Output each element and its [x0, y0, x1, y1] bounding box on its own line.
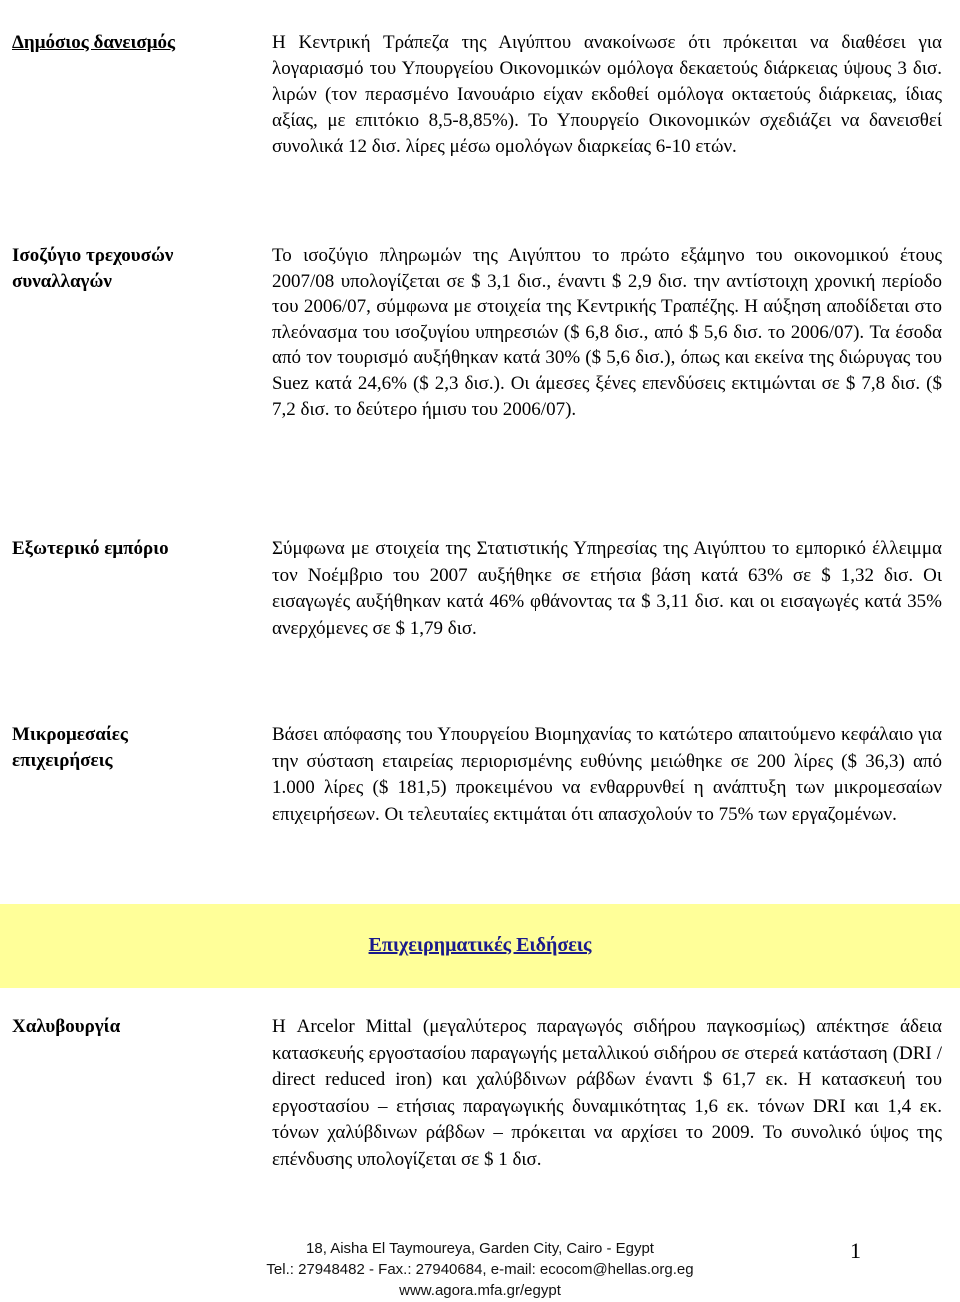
section-label: Εξωτερικό εμπόριο — [12, 538, 169, 559]
footer-website: www.agora.mfa.gr/egypt — [399, 1282, 561, 1299]
section-text: Το ισοζύγιο πληρωμών της Αιγύπτου το πρώτο εξάμηνο του οικονομικού έτους 2007/08 υπολογίζεται σε $ 3,1 δισ., έναντι $ 2,9 δισ. την αντίστοιχη χρονική περίοδο του 2006/07, σύμφωνα με στοιχεία της Κεντρικής Τραπέζης. Η αύξηση αποδίδεται στο πλεόνασμα του ισοζυγίου υπηρεσιών ($ 6,8 δισ., από $ 5,6 δισ. το 2006/07). Τα έσοδα από τον τουρισμό αυξήθηκαν κατά 30% ($ 5,6 δισ.), όπως και εκείνα της διώρυγας του Suez κατά 24,6% ($ 2,3 δισ.). Οι άμεσες ξένες επενδύσεις εκτιμώνται σε $ 7,8 δισ. ($ 7,2 δισ. το δεύτερο ήμισυ του 2006/07). — [272, 245, 942, 420]
business-news-banner — [0, 904, 960, 988]
section-text: Σύμφωνα με στοιχεία της Στατιστικής Υπηρεσίας της Αιγύπτου το εμπορικό έλλειμμα τον Νοέμβριο του 2007 αυξήθηκε σε ετήσια βάση κατά 63% σε $ 1,32 δισ. Οι εισαγωγές αυξήθηκαν κατά 46% φθάνοντας τα $ 3,11 δισ. και οι εισαγωγές κατά 35% ανερχόμενες σε $ 1,79 δισ. — [272, 538, 942, 639]
footer-address: 18, Aisha El Taymoureya, Garden City, Cairo - Egypt — [306, 1240, 654, 1257]
section-text: Η Arcelor Mittal (μεγαλύτερος παραγωγός σιδήρου παγκοσμίως) απέκτησε άδεια κατασκευής εργοστασίου παραγωγής μεταλλικού σιδήρου σε στερεά κατάσταση (DRI / direct reduced iron) και χαλύβδινων ράβδων έναντι $ 61,7 εκ. Η κατασκευή του εργοστασίου – ετήσιας παραγωγικής δυναμικότητας 1,6 εκ. τόνων DRI και 1,4 εκ. τόνων χαλύβδινων ράβδων – πρόκειται να αρχίσει το 2009. Το συνολικό ύψος της επένδυσης υπολογίζεται σε $ 1 δισ. — [272, 1016, 942, 1170]
section-label: Μικρομεσαίες επιχειρήσεις — [12, 724, 128, 771]
banner-title: Επιχειρηματικές Ειδήσεις — [368, 934, 592, 956]
section-label: Ισοζύγιο τρεχουσών συναλλαγών — [12, 245, 174, 292]
section-text: Βάσει απόφασης του Υπουργείου Βιομηχανίας το κατώτερο απαιτούμενο κεφάλαιο για την σύσταση εταιρείας περιορισμένης ευθύνης μειώθηκε σε 200 λίρες ($ 36,3) από 1.000 λίρες ($ 181,5) προκειμένου να ενθαρρυνθεί η ανάπτυξη των μικρομεσαίων επιχειρήσεων. Οι τελευταίες εκτιμάται ότι απασχολούν το 75% των εργαζομένων. — [272, 724, 942, 825]
page-footer — [170, 1238, 790, 1301]
section-label: Χαλυβουργία — [12, 1016, 121, 1037]
footer-contact: Tel.: 27948482 - Fax.: 27940684, e-mail: ecocom@hellas.org.eg — [266, 1261, 694, 1278]
section-label: Δημόσιος δανεισμός — [12, 32, 176, 53]
page-number: 1 — [850, 1238, 861, 1263]
section-text: Η Κεντρική Τράπεζα της Αιγύπτου ανακοίνωσε ότι πρόκειται να διαθέσει για λογαριασμό του Υπουργείου Οικονομικών ομόλογα δεκαετούς διάρκειας ύψους 3 δισ. λιρών (τον περασμένο Ιανουάριο είχαν εκδοθεί ομόλογα οκταετούς διάρκειας, ίδιας αξίας, με επιτόκιο 8,5-8,85%). Το Υπουργείο Οικονομικών σχεδιάζει να δανεισθεί συνολικά 12 δισ. λίρες μέσω ομολόγων διαρκείας 6-10 ετών. — [272, 32, 942, 157]
